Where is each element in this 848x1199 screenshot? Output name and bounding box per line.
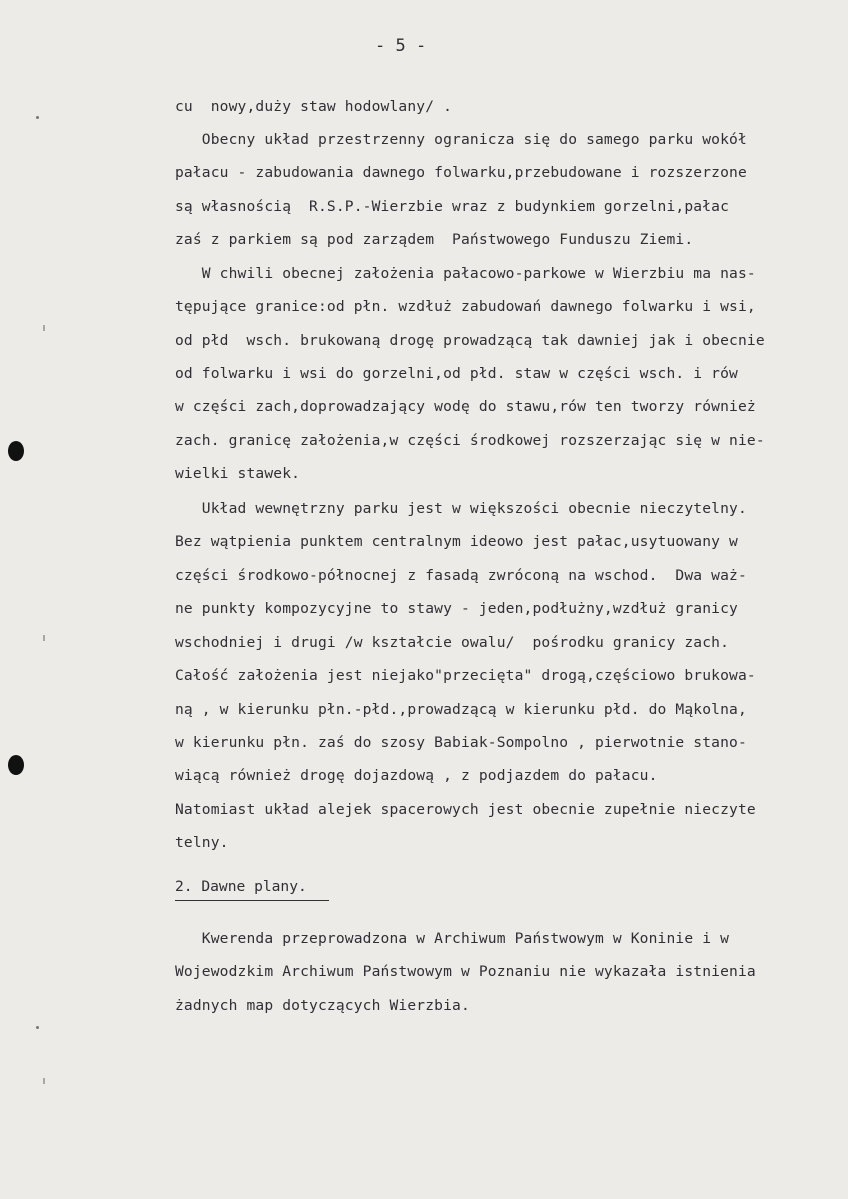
text-line: Natomiast układ alejek spacerowych jest obecnie zupełnie nieczyte xyxy=(175,801,756,818)
text-line: Kwerenda przeprowadzona w Archiwum Państwowym w Koninie i w xyxy=(175,930,730,947)
section-heading: 2. Dawne plany. xyxy=(175,878,307,895)
margin-tick xyxy=(43,635,45,641)
text-line: Wojewodzkim Archiwum Państwowym w Poznaniu nie wykazała istnienia xyxy=(175,963,756,980)
text-line: telny. xyxy=(175,834,229,851)
margin-mark xyxy=(36,116,39,119)
text-line: pałacu - zabudowania dawnego folwarku,przebudowane i rozszerzone xyxy=(175,164,747,181)
text-line: wiącą również drogę dojazdową , z podjazdem do pałacu. xyxy=(175,767,658,784)
text-line: Całość założenia jest niejako"przecięta" drogą,częściowo brukowa- xyxy=(175,667,756,684)
text-line: części środkowo-północnej z fasadą zwróconą na wschod. Dwa waż- xyxy=(175,567,747,584)
text-line: w kierunku płn. zaś do szosy Babiak-Sompolno , pierwotnie stano- xyxy=(175,734,747,751)
page-number: - 5 - xyxy=(375,36,427,56)
heading-underline xyxy=(175,900,329,901)
punch-hole xyxy=(8,755,24,775)
text-line: są własnością R.S.P.-Wierzbie wraz z budynkiem gorzelni,pałac xyxy=(175,198,730,215)
text-line: zach. granicę założenia,w części środkowej rozszerzając się w nie- xyxy=(175,432,765,449)
margin-tick xyxy=(43,325,45,331)
text-line: wschodniej i drugi /w kształcie owalu/ pośrodku granicy zach. xyxy=(175,634,730,651)
margin-tick xyxy=(43,1078,45,1084)
text-line: ne punkty kompozycyjne to stawy - jeden,podłużny,wzdłuż granicy xyxy=(175,600,738,617)
text-line: W chwili obecnej założenia pałacowo-parkowe w Wierzbiu ma nas- xyxy=(175,265,756,282)
text-line: Obecny układ przestrzenny ogranicza się do samego parku wokół xyxy=(175,131,747,148)
text-line: zaś z parkiem są pod zarządem Państwowego Funduszu Ziemi. xyxy=(175,231,694,248)
text-line: ną , w kierunku płn.-płd.,prowadzącą w kierunku płd. do Mąkolna, xyxy=(175,701,747,718)
text-line: żadnych map dotyczących Wierzbia. xyxy=(175,997,470,1014)
margin-mark xyxy=(36,1026,39,1029)
text-line: Bez wątpienia punktem centralnym ideowo jest pałac,usytuowany w xyxy=(175,533,738,550)
text-line: od folwarku i wsi do gorzelni,od płd. staw w części wsch. i rów xyxy=(175,365,738,382)
text-line: tępujące granice:od płn. wzdłuż zabudowań dawnego folwarku i wsi, xyxy=(175,298,756,315)
text-line: w części zach,doprowadzający wodę do stawu,rów ten tworzy również xyxy=(175,398,756,415)
text-line: cu nowy,duży staw hodowlany/ . xyxy=(175,98,453,115)
text-line: wielki stawek. xyxy=(175,465,301,482)
punch-hole xyxy=(8,441,24,461)
text-line: Układ wewnętrzny parku jest w większości obecnie nieczytelny. xyxy=(175,500,747,517)
text-line: od płd wsch. brukowaną drogę prowadzącą tak dawniej jak i obecnie xyxy=(175,332,765,349)
